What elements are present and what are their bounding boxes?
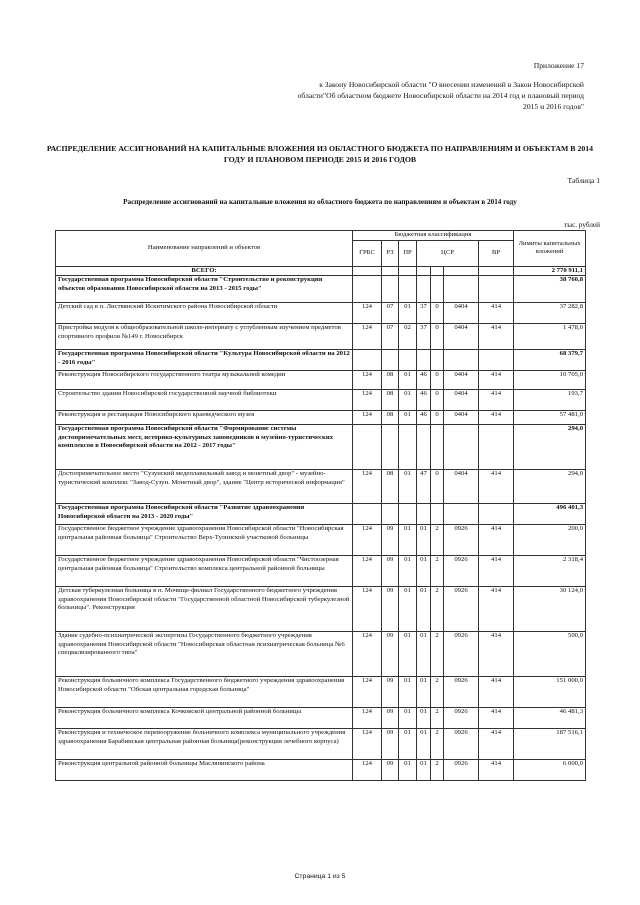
- row-vr: [479, 350, 514, 371]
- row-c3: [444, 276, 479, 303]
- row-name: Реконструкция больничного комплекса Государственного бюджетного учреждения здравоохранения Новосибирской области "Обская центральная городская больница": [56, 677, 353, 708]
- row-c2: 0: [431, 303, 444, 324]
- row-vr: 414: [479, 708, 514, 729]
- row-c2: 0: [431, 324, 444, 350]
- row-vr: 414: [479, 729, 514, 760]
- program-row: [56, 504, 586, 525]
- table-row: [56, 371, 586, 390]
- row-rz: 09: [382, 632, 399, 677]
- table-row: [56, 632, 586, 677]
- row-pr: 02: [399, 324, 417, 350]
- row-grbs: 124: [353, 411, 382, 425]
- row-c3: 0926: [444, 556, 479, 587]
- row-pr: 01: [399, 556, 417, 587]
- row-vr: 414: [479, 303, 514, 324]
- row-c1: 46: [417, 371, 431, 390]
- row-pr: 01: [399, 708, 417, 729]
- row-value: 10 705,0: [514, 371, 586, 390]
- row-rz: 09: [382, 677, 399, 708]
- row-pr: [399, 425, 417, 470]
- row-c1: [417, 350, 431, 371]
- table-row: [56, 303, 586, 324]
- row-c3: 0404: [444, 371, 479, 390]
- row-c1: 01: [417, 708, 431, 729]
- annex-block: [284, 60, 584, 112]
- row-rz: 08: [382, 470, 399, 504]
- col-group-header: Бюджетная классификация: [353, 231, 514, 241]
- row-grbs: 124: [353, 632, 382, 677]
- table-row: [56, 729, 586, 760]
- row-grbs: [353, 425, 382, 470]
- row-rz: 09: [382, 708, 399, 729]
- annex-text: к Закону Новосибирской области "О внесении изменений в Закон Новосибирской области"Об областном бюджете Новосибирской области на 2014 год и плановый период 2015 и 2016 годов": [297, 80, 584, 111]
- document-title: РАСПРЕДЕЛЕНИЕ АССИГНОВАНИЙ НА КАПИТАЛЬНЫЕ ВЛОЖЕНИЯ ИЗ ОБЛАСТНОГО БЮДЖЕТА ПО НАПРАВЛЕНИЯМ И ОБЪЕКТАМ В 2014 ГОДУ И ПЛАНОВОМ ПЕРИОДЕ 2015 И 2016 ГОДОВ: [46, 144, 594, 164]
- row-pr: 01: [399, 760, 417, 781]
- row-name: Детский сад в п. Листвянский Искитимского района Новосибирской области: [56, 303, 353, 324]
- row-c3: 0926: [444, 760, 479, 781]
- table-row: [56, 411, 586, 425]
- row-grbs: 124: [353, 525, 382, 556]
- row-c2: 2: [431, 556, 444, 587]
- program-row: [56, 425, 586, 470]
- row-pr: 01: [399, 587, 417, 632]
- row-c3: 0404: [444, 324, 479, 350]
- row-name: Реконструкция Новосибирского государственного театра музыкальной комедии: [56, 371, 353, 390]
- row-c3: 0926: [444, 587, 479, 632]
- row-vr: 414: [479, 556, 514, 587]
- table-row: [56, 556, 586, 587]
- units-label: тыс. рублей: [564, 221, 600, 229]
- row-rz: 07: [382, 303, 399, 324]
- row-pr: 01: [399, 729, 417, 760]
- program-row: [56, 350, 586, 371]
- row-grbs: 124: [353, 470, 382, 504]
- row-c1: 47: [417, 470, 431, 504]
- row-vr: 414: [479, 587, 514, 632]
- allocation-table: [55, 230, 586, 781]
- table-row: [56, 677, 586, 708]
- row-c2: 2: [431, 632, 444, 677]
- row-value: 294,0: [514, 425, 586, 470]
- row-grbs: 124: [353, 729, 382, 760]
- row-c3: 0404: [444, 390, 479, 411]
- row-c1: 37: [417, 324, 431, 350]
- row-rz: 07: [382, 324, 399, 350]
- row-value: 500,0: [514, 632, 586, 677]
- row-vr: 414: [479, 470, 514, 504]
- col-vr-header: ВР: [479, 240, 514, 266]
- row-rz: 08: [382, 371, 399, 390]
- row-value: 46 481,3: [514, 708, 586, 729]
- table-row: [56, 470, 586, 504]
- row-grbs: 124: [353, 556, 382, 587]
- row-c1: 01: [417, 760, 431, 781]
- row-value: 187 516,1: [514, 729, 586, 760]
- row-rz: 08: [382, 390, 399, 411]
- row-pr: 01: [399, 677, 417, 708]
- row-value: 38 760,8: [514, 276, 586, 303]
- row-rz: 09: [382, 525, 399, 556]
- row-vr: 414: [479, 760, 514, 781]
- row-c2: [431, 425, 444, 470]
- row-pr: 01: [399, 525, 417, 556]
- col-grbs-header: ГРБС: [353, 240, 382, 266]
- row-c3: [444, 350, 479, 371]
- row-name: Реконструкция и техническое перевооружение больничного комплекса муниципального учреждения здравоохранения Барабинская центральная районная больница(реконструкция лечебного корпуса): [56, 729, 353, 760]
- program-row: [56, 276, 586, 303]
- row-value: 193,7: [514, 390, 586, 411]
- row-c1: [417, 276, 431, 303]
- row-c1: 46: [417, 390, 431, 411]
- row-grbs: [353, 504, 382, 525]
- row-c1: 01: [417, 632, 431, 677]
- row-rz: 09: [382, 729, 399, 760]
- row-c3: 0404: [444, 303, 479, 324]
- table-number: Таблица 1: [567, 176, 600, 185]
- row-value: 6 000,0: [514, 760, 586, 781]
- row-pr: 01: [399, 632, 417, 677]
- row-vr: 414: [479, 632, 514, 677]
- row-c2: 0: [431, 411, 444, 425]
- row-c1: 37: [417, 303, 431, 324]
- row-value: 1 478,0: [514, 324, 586, 350]
- row-pr: 01: [399, 411, 417, 425]
- row-c2: 2: [431, 525, 444, 556]
- row-vr: 414: [479, 411, 514, 425]
- row-c3: 0926: [444, 677, 479, 708]
- row-vr: 414: [479, 677, 514, 708]
- row-rz: 09: [382, 760, 399, 781]
- row-rz: [382, 276, 399, 303]
- row-c3: 0926: [444, 632, 479, 677]
- row-grbs: [353, 350, 382, 371]
- row-pr: [399, 350, 417, 371]
- row-c1: [417, 425, 431, 470]
- row-grbs: 124: [353, 324, 382, 350]
- row-c1: 01: [417, 556, 431, 587]
- row-c1: 01: [417, 587, 431, 632]
- row-c3: 0926: [444, 708, 479, 729]
- row-pr: [399, 504, 417, 525]
- col-rz-header: РЗ: [382, 240, 399, 266]
- row-c3: 0404: [444, 411, 479, 425]
- row-c2: 2: [431, 729, 444, 760]
- row-rz: 08: [382, 411, 399, 425]
- row-vr: [479, 425, 514, 470]
- row-c3: [444, 425, 479, 470]
- row-c1: 01: [417, 677, 431, 708]
- table-subtitle: Распределение ассигнований на капитальные вложения из областного бюджета по направлениям и объектам в 2014 году: [123, 198, 517, 206]
- row-c2: 2: [431, 760, 444, 781]
- row-c2: 0: [431, 470, 444, 504]
- row-rz: 09: [382, 556, 399, 587]
- row-name: Пристройка модуля к общеобразовательной школе-интернату с углубленным изучением предметов спортивного профиля №149 г. Новосибирск: [56, 324, 353, 350]
- row-name: Детская туберкулезная больница в п. Мочище-филиал Государственного бюджетного учреждения здравоохранения Новосибирской области "Государственной областной Новосибирской туберкулезной больницы". Реконструкция: [56, 587, 353, 632]
- row-c1: [417, 504, 431, 525]
- row-c2: 2: [431, 708, 444, 729]
- row-grbs: 124: [353, 677, 382, 708]
- row-name: Государственная программа Новосибирской области "Формирование системы достопримечательных мест, историко-культурных заповедников и музейно-туристических комплексов в Новосибирской области на 2012 - 2017 годы": [56, 425, 353, 470]
- row-rz: [382, 350, 399, 371]
- table-row: [56, 390, 586, 411]
- row-pr: 01: [399, 303, 417, 324]
- table-row: [56, 324, 586, 350]
- row-c2: [431, 350, 444, 371]
- row-c2: 0: [431, 371, 444, 390]
- row-c1: 01: [417, 729, 431, 760]
- row-rz: [382, 425, 399, 470]
- table-row: [56, 708, 586, 729]
- row-grbs: 124: [353, 708, 382, 729]
- row-pr: 01: [399, 371, 417, 390]
- row-vr: 414: [479, 324, 514, 350]
- row-vr: 414: [479, 390, 514, 411]
- row-name: Государственная программа Новосибирской области "Развитие здравоохранения Новосибирской области на 2013 - 2020 годы": [56, 504, 353, 525]
- col-pr-header: ПР: [399, 240, 417, 266]
- row-c2: 0: [431, 390, 444, 411]
- row-name: Реконструкция больничного комплекса Кочковской центральной районной больницы: [56, 708, 353, 729]
- row-grbs: 124: [353, 371, 382, 390]
- row-pr: [399, 276, 417, 303]
- row-value: 151 000,0: [514, 677, 586, 708]
- table-row: [56, 587, 586, 632]
- row-grbs: [353, 276, 382, 303]
- row-grbs: 124: [353, 760, 382, 781]
- row-value: 37 282,8: [514, 303, 586, 324]
- row-vr: 414: [479, 371, 514, 390]
- row-name: Достопримечательное место "Сузунский медеплавильный завод и монетный двор" - музейно-туристический комплекс "Завод-Сузун. Монетный двор", здание "Центр исторической информации": [56, 470, 353, 504]
- row-c3: [444, 504, 479, 525]
- row-grbs: 124: [353, 587, 382, 632]
- row-grbs: 124: [353, 390, 382, 411]
- table-row: [56, 525, 586, 556]
- row-value: 30 124,0: [514, 587, 586, 632]
- col-csr-header: ЦСР: [417, 240, 479, 266]
- row-value: 294,0: [514, 470, 586, 504]
- row-value: 200,0: [514, 525, 586, 556]
- header-row-1: [56, 231, 586, 241]
- row-name: Государственная программа Новосибирской области "Культура Новосибирской области на 2012 - 2016 годы": [56, 350, 353, 371]
- row-c1: 46: [417, 411, 431, 425]
- row-name: Реконструкция центральной районной больницы Маслянинского района: [56, 760, 353, 781]
- row-grbs: 124: [353, 303, 382, 324]
- total-label: ВСЕГО:: [56, 266, 353, 276]
- row-c2: [431, 276, 444, 303]
- row-name: Государственное бюджетное учреждение здравоохранения Новосибирской области "Чистоозерная центральная районная больница" Строительство комплекса центральной районной больницы: [56, 556, 353, 587]
- row-c2: 2: [431, 587, 444, 632]
- row-name: Государственное бюджетное учреждение здравоохранения Новосибирской области "Новосибирская центральная районная больница" Строительство Верх-Тулинской участковой больницы: [56, 525, 353, 556]
- row-value: 2 318,4: [514, 556, 586, 587]
- row-rz: 09: [382, 587, 399, 632]
- row-c2: [431, 504, 444, 525]
- row-name: Здание судебно-психиатрической экспертизы Государственного бюджетного учреждения здравоохранения Новосибирской области "Новосибирская областная психиатрическая больница №6 специализированного типа": [56, 632, 353, 677]
- row-vr: [479, 504, 514, 525]
- page-footer: Страница 1 из 5: [294, 873, 346, 880]
- col-name-header: Наименование направлений и объектов: [56, 231, 353, 267]
- row-value: 496 401,3: [514, 504, 586, 525]
- col-limit-header: Лимиты капитальных вложений: [514, 231, 586, 267]
- row-c3: 0404: [444, 470, 479, 504]
- annex-number: Приложение 17: [533, 61, 584, 70]
- row-c1: 01: [417, 525, 431, 556]
- row-name: Реконструкция и реставрация Новосибирского краеведческого музея: [56, 411, 353, 425]
- total-value: 2 770 911,1: [514, 266, 586, 276]
- row-c3: 0926: [444, 525, 479, 556]
- row-value: 57 481,0: [514, 411, 586, 425]
- row-vr: [479, 276, 514, 303]
- row-name: Строительство здания Новосибирской государственной научной библиотеки: [56, 390, 353, 411]
- row-rz: [382, 504, 399, 525]
- row-c2: 2: [431, 677, 444, 708]
- row-name: Государственная программа Новосибирской области "Строительство и реконструкция объектов образования Новосибирской области на 2013 - 2015 годы": [56, 276, 353, 303]
- row-pr: 01: [399, 470, 417, 504]
- row-value: 68 379,7: [514, 350, 586, 371]
- row-vr: 414: [479, 525, 514, 556]
- table-row: [56, 760, 586, 781]
- row-c3: 0926: [444, 729, 479, 760]
- row-pr: 01: [399, 390, 417, 411]
- total-row: [56, 266, 586, 276]
